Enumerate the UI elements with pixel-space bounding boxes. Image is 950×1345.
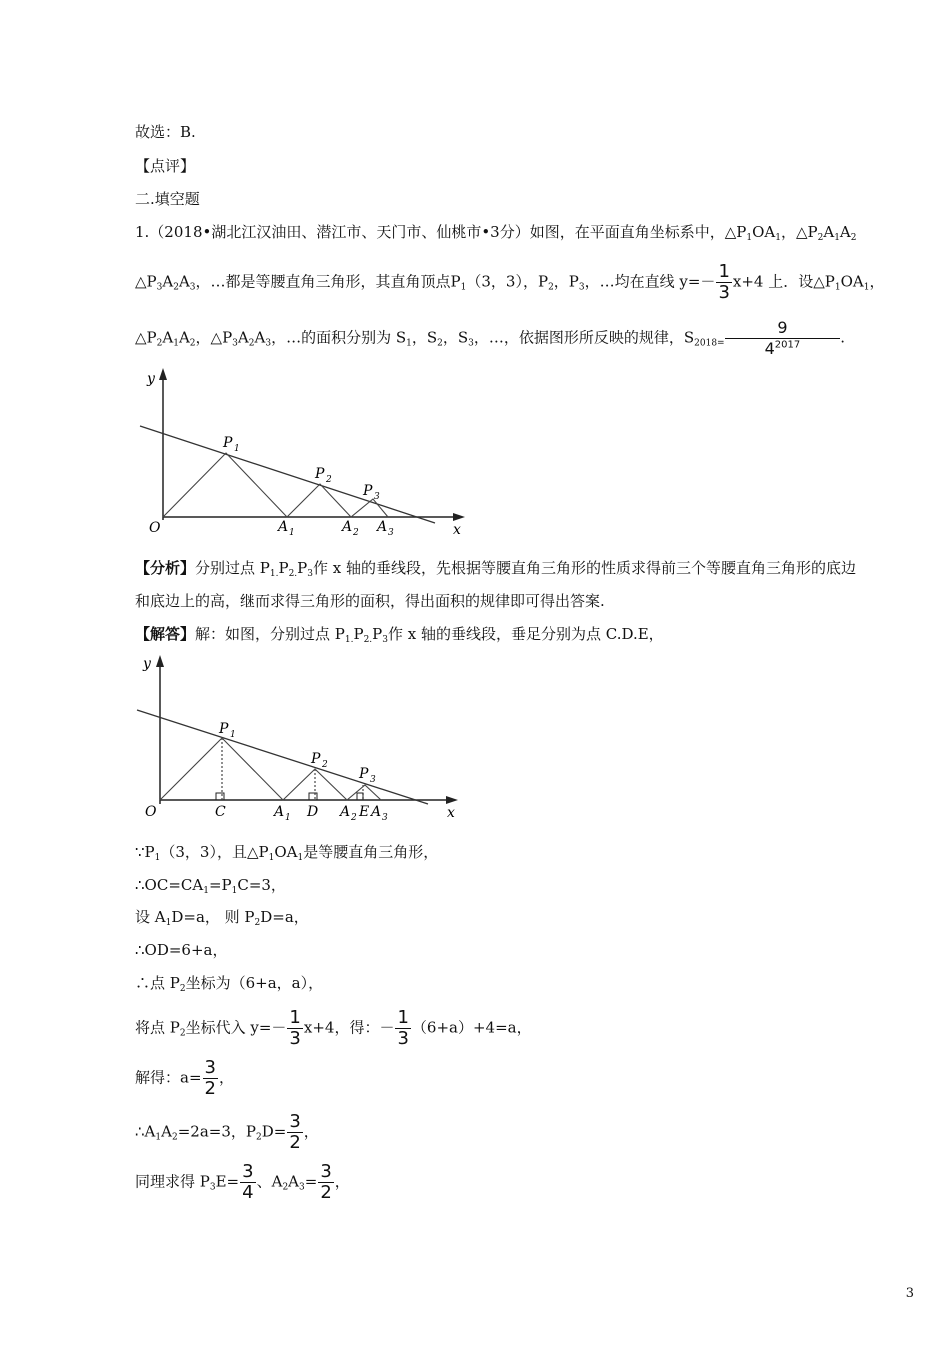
- svg-text:P: P: [315, 466, 325, 482]
- svg-text:O: O: [145, 804, 157, 820]
- analysis-line-1: 【分析】分别过点 $P_{1.}P_{2.}P_3$作 x 轴的垂线段，先根据等腰直角三角形的性质求得前三个等腰直角三角形的底边: [135, 559, 856, 579]
- svg-text:y: y: [143, 656, 151, 672]
- y-arrow-icon: [156, 655, 164, 667]
- x-arrow-icon: [453, 513, 465, 521]
- svg-text:D: D: [307, 804, 319, 820]
- fraction-one-third: $\frac{1}{3}$: [718, 261, 730, 303]
- step-8: $\therefore A_1A_2=2a=3$，$P_2D=$ $\frac{3}{2}$ ，: [135, 1111, 319, 1153]
- svg-text:3: 3: [388, 528, 394, 538]
- svg-text:1: 1: [289, 528, 295, 538]
- svg-text:3: 3: [370, 775, 376, 785]
- svg-text:A: A: [371, 804, 382, 820]
- step-4: ∴OD=6+a，: [135, 941, 228, 959]
- step-6: 将点 $P_2$坐标代入 y=－ $\frac{1}{3}$ x+4，得：－ $\frac{1}{3}$ （6+a）+4=a，: [135, 1007, 532, 1049]
- svg-text:P: P: [359, 766, 369, 782]
- svg-text:1: 1: [234, 444, 240, 454]
- svg-text:y: y: [147, 371, 155, 387]
- svg-text:P: P: [223, 435, 233, 451]
- svg-text:A: A: [342, 519, 353, 535]
- svg-text:2: 2: [351, 813, 357, 823]
- svg-text:A: A: [377, 519, 388, 535]
- svg-text:3: 3: [374, 492, 380, 502]
- step-7: 解得：a= $\frac{3}{2}$ ，: [135, 1057, 234, 1099]
- svg-text:2: 2: [322, 760, 328, 770]
- svg-text:x: x: [447, 805, 455, 821]
- figure-2: [135, 654, 475, 829]
- line-y: [140, 426, 435, 523]
- svg-text:A: A: [340, 804, 351, 820]
- x-arrow-icon: [446, 796, 458, 804]
- svg-text:O: O: [149, 520, 161, 536]
- figure-1: [135, 368, 475, 538]
- answer-fraction: $\frac{9}{4^{2017}}$: [745, 318, 821, 359]
- y-arrow-icon: [159, 368, 167, 380]
- svg-text:C: C: [215, 804, 226, 820]
- question-line-3: $\triangle P_2A_1A_2$，$\triangle P_3A_2A_3$，…的面积分别为 $S_1$，$S_2$，$S_3$，…，依据图形所反映的规律，$S_{2018=}$ $\frac{9}{4^{2017}}$ .: [135, 318, 846, 358]
- svg-text:P: P: [363, 483, 373, 499]
- svg-text:A: A: [278, 519, 289, 535]
- question-line-1: 1.（2018•湖北江汉油田、潜江市、天门市、仙桃市•3分）如图，在平面直角坐标系中，$\triangle P_1OA_1$，$\triangle P_2A_1A_2$: [135, 223, 857, 243]
- step-2: $\therefore OC=CA_1=P_1C=3$，: [135, 876, 286, 896]
- svg-text:x: x: [453, 522, 461, 538]
- svg-text:3: 3: [382, 813, 388, 823]
- step-3: 设 $A_1D=a$， 则 $P_2D=a$，: [135, 908, 309, 928]
- solution-line-1: 【解答】解：如图，分别过点 $P_{1.}P_{2.}P_3$作 x 轴的垂线段，垂足分别为点 C.D.E，: [135, 625, 664, 645]
- triangles: [163, 453, 388, 517]
- line-y: [137, 710, 428, 804]
- step-1: $\because P_1(3$，3），且$\triangle P_1OA_1$是等腰直角三角形，: [135, 843, 439, 863]
- section-fill-blank: 二.填空题: [135, 190, 200, 208]
- svg-text:A: A: [274, 804, 285, 820]
- comment-label: 【点评】: [135, 157, 196, 175]
- svg-text:1: 1: [230, 730, 236, 740]
- svg-text:2: 2: [326, 475, 332, 485]
- svg-text:P: P: [311, 751, 321, 767]
- analysis-line-2: 和底边上的高，继而求得三角形的面积，得出面积的规律即可得出答案.: [135, 592, 605, 610]
- svg-text:2: 2: [353, 528, 359, 538]
- svg-text:1: 1: [285, 813, 291, 823]
- line-choice: 故选：B.: [135, 123, 196, 141]
- question-line-2: $\triangle P_3A_2A_3$，…都是等腰直角三角形，其直角顶点$P_1(3$，3），$P_2$，$P_3$，…均在直线 y=－ $\frac{1}{3}$ x+4 上．设$\triangle P_1OA_1$，: [135, 261, 885, 303]
- step-5: ∴点 $P_2$坐标为（6+a，a），: [135, 974, 324, 994]
- svg-text:E: E: [359, 804, 370, 820]
- triangles: [160, 738, 381, 800]
- page-number: 3: [905, 1286, 914, 1301]
- svg-text:P: P: [219, 721, 229, 737]
- step-9: 同理求得 $P_3E=$ $\frac{3}{4}$ 、$A_2A_3=$ $\frac{3}{2}$ ，: [135, 1161, 350, 1203]
